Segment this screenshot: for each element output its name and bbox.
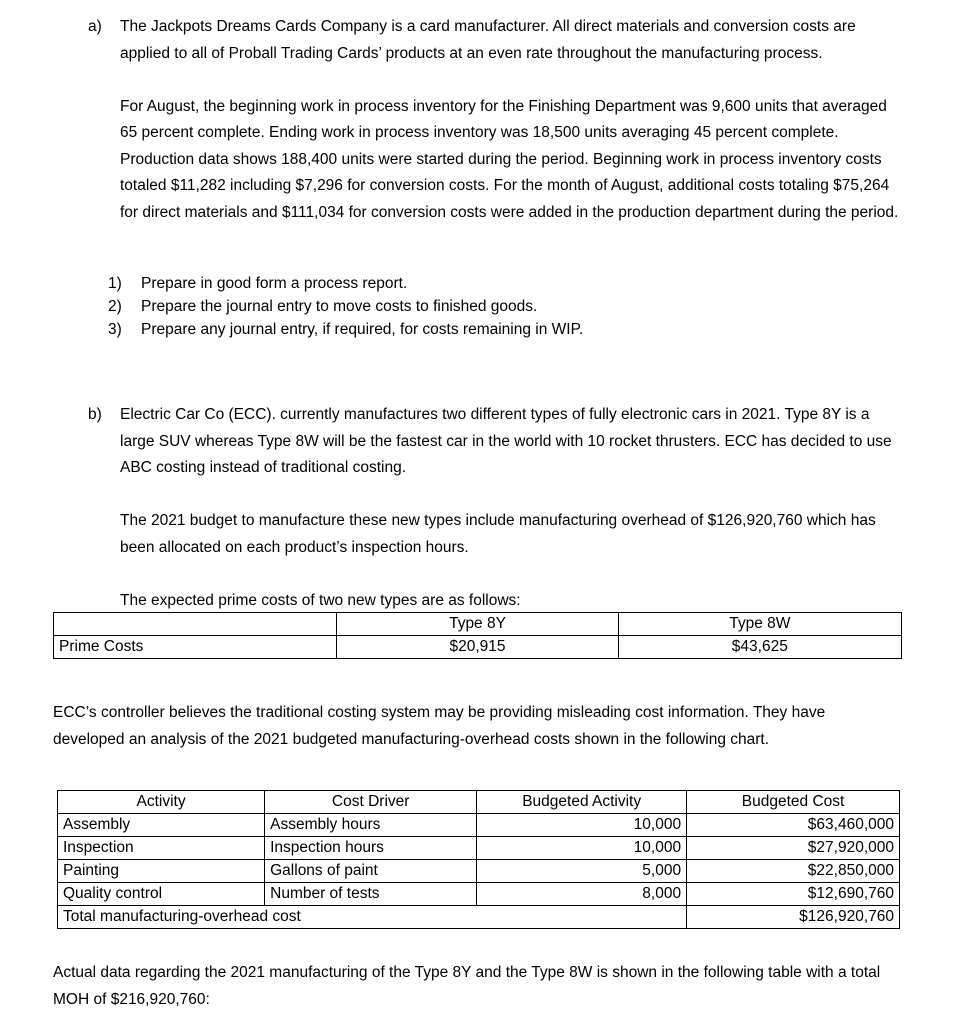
activity-name: Painting	[58, 860, 265, 883]
activity-name: Quality control	[58, 883, 265, 906]
activity-total-value: $126,920,760	[687, 906, 900, 929]
section-b-marker: b)	[88, 406, 102, 423]
requirement-item	[108, 318, 808, 341]
activity-cost-driver: Number of tests	[265, 883, 477, 906]
requirement-item	[108, 272, 808, 295]
activity-budgeted-cost: $63,460,000	[687, 814, 900, 837]
section-b	[88, 402, 903, 614]
section-b-paragraph-1: Electric Car Co (ECC). currently manufactures two different types of fully electronic cars in 2021. Type 8Y is a large SUV whereas Type 8W will be the fastest car in the world with 10 rocket thrusters. ECC has decided to use ABC costing instead of traditional costing.	[120, 406, 892, 476]
activity-header-cost-driver: Cost Driver	[265, 791, 477, 814]
activity-name: Inspection	[58, 837, 265, 860]
table-row	[58, 883, 900, 906]
activity-budgeted-activity: 5,000	[477, 860, 687, 883]
table-header-row	[54, 613, 902, 636]
requirement-item	[108, 295, 808, 318]
activity-budgeted-activity: 8,000	[477, 883, 687, 906]
prime-costs-row-label: Prime Costs	[54, 636, 337, 659]
activity-budgeted-cost: $12,690,760	[687, 883, 900, 906]
prime-costs-header-type-8w: Type 8W	[618, 613, 901, 636]
prime-costs-header-blank	[54, 613, 337, 636]
requirement-text: Prepare in good form a process report.	[141, 275, 408, 292]
activity-budgeted-activity: 10,000	[477, 837, 687, 860]
requirement-number: 3)	[108, 321, 122, 338]
table-row	[58, 860, 900, 883]
section-a	[88, 14, 900, 226]
requirements-list	[108, 272, 808, 341]
requirement-text: Prepare the journal entry to move costs to finished goods.	[141, 298, 538, 315]
activity-cost-driver: Gallons of paint	[265, 860, 477, 883]
activity-name: Assembly	[58, 814, 265, 837]
activity-cost-driver: Assembly hours	[265, 814, 477, 837]
prime-costs-table	[53, 612, 902, 659]
prime-costs-value-type-8y: $20,915	[337, 636, 618, 659]
section-b-paragraph-2: The 2021 budget to manufacture these new types include manufacturing overhead of $126,920,760 which has been allocated on each product’s inspection hours.	[120, 512, 876, 556]
activity-budgeted-cost: $22,850,000	[687, 860, 900, 883]
section-b-paragraph-3: The expected prime costs of two new types are as follows:	[120, 591, 521, 609]
table-header-row	[58, 791, 900, 814]
prime-costs-value-type-8w: $43,625	[618, 636, 901, 659]
requirement-number: 1)	[108, 275, 122, 292]
table-row	[58, 837, 900, 860]
requirement-number: 2)	[108, 298, 122, 315]
controller-paragraph: ECC’s controller believes the traditional costing system may be providing misleading cost information. They have developed an analysis of the 2021 budgeted manufacturing-overhead costs shown in the following chart.	[53, 704, 826, 748]
activity-header-budgeted-activity: Budgeted Activity	[477, 791, 687, 814]
requirement-text: Prepare any journal entry, if required, for costs remaining in WIP.	[141, 321, 584, 338]
section-a-paragraph-2: For August, the beginning work in process inventory for the Finishing Department was 9,600 units that averaged 65 percent complete. Ending work in process inventory was 18,500 units averaging 45 percent complete. Production data shows 188,400 units were started during the period. Beginning work in process inventory costs totaled $11,282 including $7,296 for conversion costs. For the month of August, additional costs totaling $75,264 for direct materials and $111,034 for conversion costs were added in the production department during the period.	[120, 97, 899, 221]
closing-paragraph: Actual data regarding the 2021 manufacturing of the Type 8Y and the Type 8W is shown in the following table with a total MOH of $216,920,760:	[53, 964, 881, 1008]
section-b-body	[120, 402, 903, 614]
activity-cost-driver: Inspection hours	[265, 837, 477, 860]
activity-header-budgeted-cost: Budgeted Cost	[687, 791, 900, 814]
activity-total-label: Total manufacturing-overhead cost	[58, 906, 687, 929]
section-a-body	[120, 14, 900, 226]
activity-cost-table	[57, 790, 900, 929]
prime-costs-header-type-8y: Type 8Y	[337, 613, 618, 636]
activity-budgeted-cost: $27,920,000	[687, 837, 900, 860]
table-total-row	[58, 906, 900, 929]
table-row	[58, 814, 900, 837]
activity-budgeted-activity: 10,000	[477, 814, 687, 837]
activity-header-activity: Activity	[58, 791, 265, 814]
section-a-marker: a)	[88, 18, 102, 35]
section-a-paragraph-1: The Jackpots Dreams Cards Company is a card manufacturer. All direct materials and conversion costs are applied to all of Proball Trading Cards’ products at an even rate throughout the manufacturing process.	[120, 18, 856, 62]
table-row	[54, 636, 902, 659]
